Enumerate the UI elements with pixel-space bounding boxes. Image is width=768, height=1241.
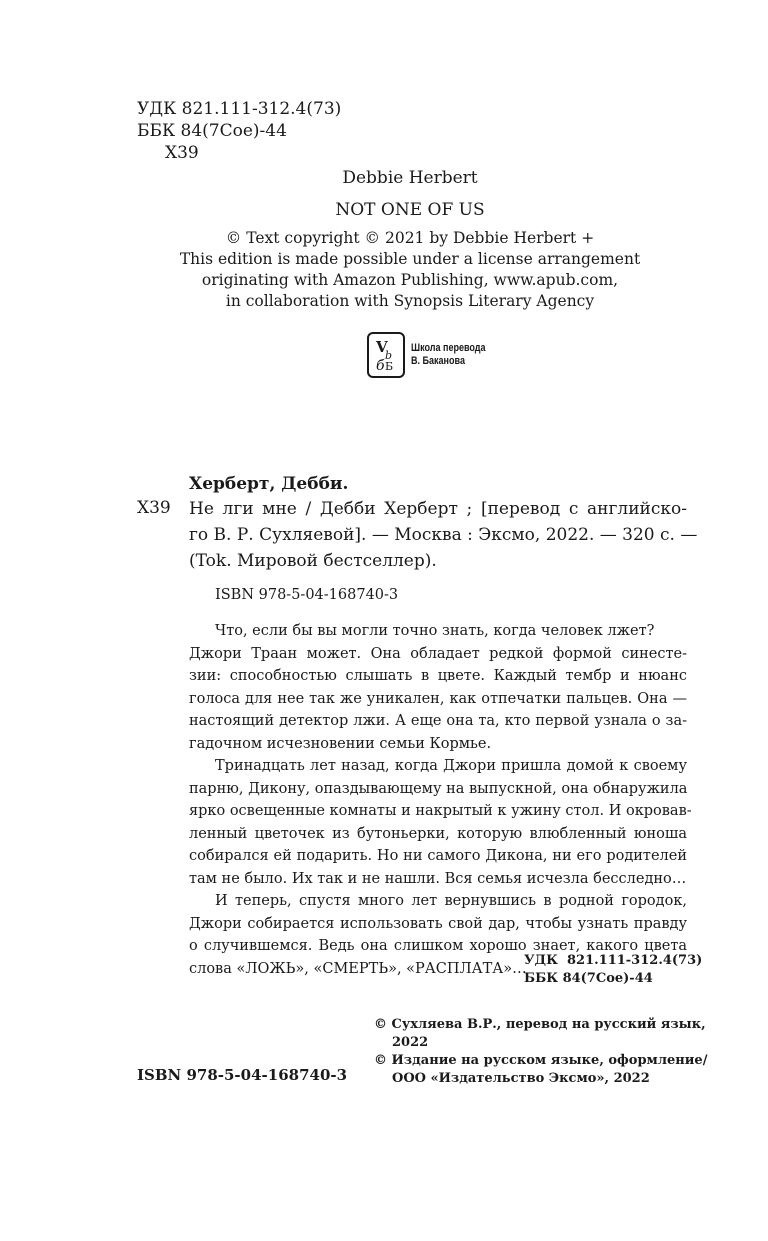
bib-description	[189, 496, 698, 574]
annotation-line: там не было. Их так и не нашли. Вся семья исчезла бесследно…	[189, 870, 687, 887]
bib-isbn: ISBN 978-5-04-168740-3	[215, 587, 399, 603]
author-mark: Х39	[165, 143, 199, 163]
annotation-line: о случившемся. Ведь она слишком хорошо знает, какого цвета	[189, 938, 687, 954]
udk-code: УДК 821.111-312.4(73)	[137, 99, 342, 119]
copyright-line: originating with Amazon Publishing, www.apub.com,	[201, 271, 619, 289]
translation-rights-year: 2022	[392, 1035, 429, 1050]
rights-block	[374, 1016, 707, 1088]
annotation-line: Что, если бы вы могли точно знать, когда человек лжет?	[215, 623, 655, 639]
annotation-line: гадочном исчезновении семьи Кормье.	[189, 735, 492, 752]
bib-line: го В. Р. Сухляевой]. — Москва : Эксмо, 2022. — 320 с. —	[189, 525, 698, 545]
annotation-line: слова «ЛОЖЬ», «СМЕРТЬ», «РАСПЛАТА»…	[189, 960, 527, 977]
bib-line: Не лги мне / Дебби Херберт ; [перевод с английско-	[189, 499, 687, 519]
edition-rights-publisher: ООО «Издательство Эксмо», 2022	[392, 1071, 650, 1086]
bib-author-heading: Херберт, Дебби.	[189, 474, 349, 494]
footer-bbk: ББК 84(7Сое)-44	[524, 971, 653, 986]
annotation-line: собирался ей подарить. Но ни самого Дикона, ни его родителей	[189, 848, 687, 864]
copyright-line: © Text copyright © 2021 by Debbie Herbert +	[225, 229, 595, 247]
isbn-bottom: ISBN 978-5-04-168740-3	[137, 1066, 348, 1084]
annotation-line: И теперь, спустя много лет вернувшись в родной городок,	[215, 893, 687, 909]
annotation-line: Джори собирается использовать свой дар, чтобы узнать правду	[189, 915, 687, 932]
annotation	[189, 620, 692, 980]
svg-text:б: б	[376, 358, 385, 373]
original-copyright	[150, 228, 670, 312]
annotation-line: Тринадцать лет назад, когда Джори пришла домой к своему	[215, 758, 687, 774]
classification-codes	[137, 98, 341, 164]
annotation-line: настоящий детектор лжи. А еще она та, кто первой узнала о за-	[189, 713, 687, 729]
annotation-line: зии: способностью слышать в цвете. Каждый тембр и нюанс	[189, 668, 687, 684]
annotation-line: голоса для нее так же уникален, как отпечатки пальцев. Она —	[189, 690, 687, 707]
logo-line: Школа перевода	[411, 342, 486, 354]
annotation-line: парню, Дикону, опаздывающему на выпускной, она обнаружила	[189, 780, 688, 797]
translation-school-logo	[367, 332, 502, 378]
svg-text:V: V	[376, 338, 388, 356]
translation-rights: © Сухляева В.Р., перевод на русский язык,	[374, 1017, 706, 1032]
bbk-code: ББК 84(7Сое)-44	[137, 121, 287, 141]
logo-line: В. Баканова	[411, 355, 465, 367]
annotation-line: ленный цветочек из бутоньерки, которую влюбленный юноша	[189, 825, 687, 842]
footer-udk: УДК 821.111-312.4(73)	[524, 953, 703, 968]
copyright-line: in collaboration with Synopsis Literary Agency	[225, 292, 595, 310]
original-title: NOT ONE OF US	[335, 200, 485, 220]
svg-text:Б: Б	[385, 360, 394, 373]
logo-caption	[411, 342, 486, 368]
edition-rights: © Издание на русском языке, оформление/	[374, 1053, 708, 1068]
bib-author-code: Х39	[137, 498, 171, 518]
original-author: Debbie Herbert	[342, 168, 478, 188]
annotation-line: Джори Траан может. Она обладает редкой формой синесте-	[189, 645, 687, 662]
copyright-line: This edition is made possible under a license arrangement	[179, 250, 641, 268]
annotation-line: ярко освещенные комнаты и накрытый к ужину стол. И окровав-	[189, 803, 692, 819]
vbb-logo-icon	[367, 332, 405, 378]
footer-codes	[524, 952, 702, 988]
svg-text:b: b	[385, 349, 393, 362]
bib-line: (Tok. Мировой бестселлер).	[189, 551, 437, 571]
